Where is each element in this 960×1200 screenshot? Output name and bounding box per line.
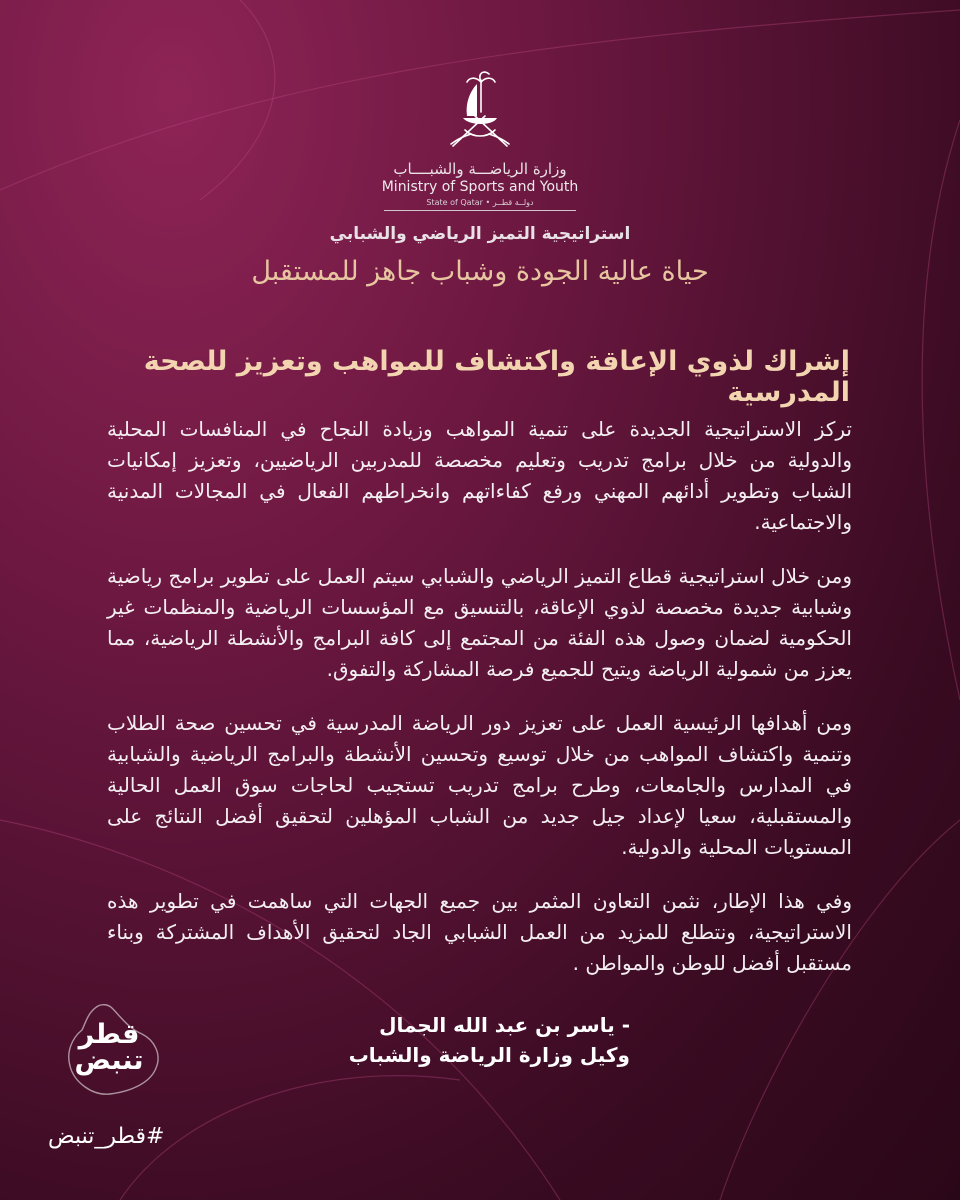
paragraph-3: ومن أهدافها الرئيسية العمل على تعزيز دور الرياضة المدرسية في تحسين صحة الطلاب وتنمية واكتشاف المواهب من خلال توسيع وتحسين الأنشطة والبرامج الرياضية والشبابية في المدارس والجامعات، وطرح برامج تدريب تستجيب لحاجات سوق العمل الحالية والمستقبلية، سعيا لإعداد جيل جديد من الشباب المؤهلين لتحقيق أفضل النتائج على المستويات المحلية والدولية. (107, 711, 852, 859)
ministry-name-english: Ministry of Sports and Youth (381, 179, 579, 195)
article-body (107, 414, 852, 1002)
paragraph-1: تركز الاستراتيجية الجديدة على تنمية المواهب وزيادة النجاح في المنافسات المحلية والدولية من خلال برامج تدريب وتعليم مخصصة للمدربين الرياضيين، وتعزيز إمكانيات الشباب وتطوير أدائهم المهني ورفع كفاءاتهم وانخراطهم الفعال في المجالات المدنية والاجتماعية. (107, 417, 852, 534)
header-divider (384, 210, 576, 211)
ministry-logo (0, 68, 960, 207)
state-line: State of Qatar • دولــة قطــر (426, 198, 534, 207)
headline: إشراك لذوي الإعاقة واكتشاف للمواهب وتعزيز للصحة المدرسية (143, 346, 850, 408)
signatory-title: وكيل وزارة الرياضة والشباب (348, 1043, 630, 1067)
qatar-emblem-icon (445, 68, 515, 150)
paragraph-2: ومن خلال استراتيجية قطاع التميز الرياضي والشبابي سيتم العمل على تطوير برامج رياضية وشبابية جديدة مخصصة لذوي الإعاقة، بالتنسيق مع المؤسسات الرياضية والمنظمات غير الحكومية لضمان وصول هذه الفئة من المجتمع إلى كافة البرامج والأنشطة الرياضية، مما يعزز من شمولية الرياضة ويتيح للجميع فرصة المشاركة والتفوق. (107, 564, 852, 681)
tagline: حياة عالية الجودة وشباب جاهز للمستقبل (251, 256, 709, 287)
signature-block (210, 1010, 630, 1070)
strategy-title: استراتيجية التميز الرياضي والشبابي (329, 224, 631, 244)
campaign-logo-text (60, 1019, 158, 1076)
campaign-logo-text-top: قطر (78, 1019, 140, 1050)
ministry-name-arabic: وزارة الرياضـــة والشبــــاب (393, 160, 567, 178)
campaign-logo-text-bottom: تنبض (74, 1045, 144, 1076)
paragraph-4: وفي هذا الإطار، نثمن التعاون المثمر بين جميع الجهات التي ساهمت في تطوير هذه الاستراتيجية، ونتطلع للمزيد من العمل الشبابي الجاد لتحقيق الأهداف المشتركة وبناء مستقبل أفضل للوطن والمواطن . (107, 889, 852, 975)
campaign-hashtag: #قطر_تنبض (48, 1124, 165, 1149)
signatory-name: - ياسر بن عبد الله الجمال (379, 1013, 630, 1037)
